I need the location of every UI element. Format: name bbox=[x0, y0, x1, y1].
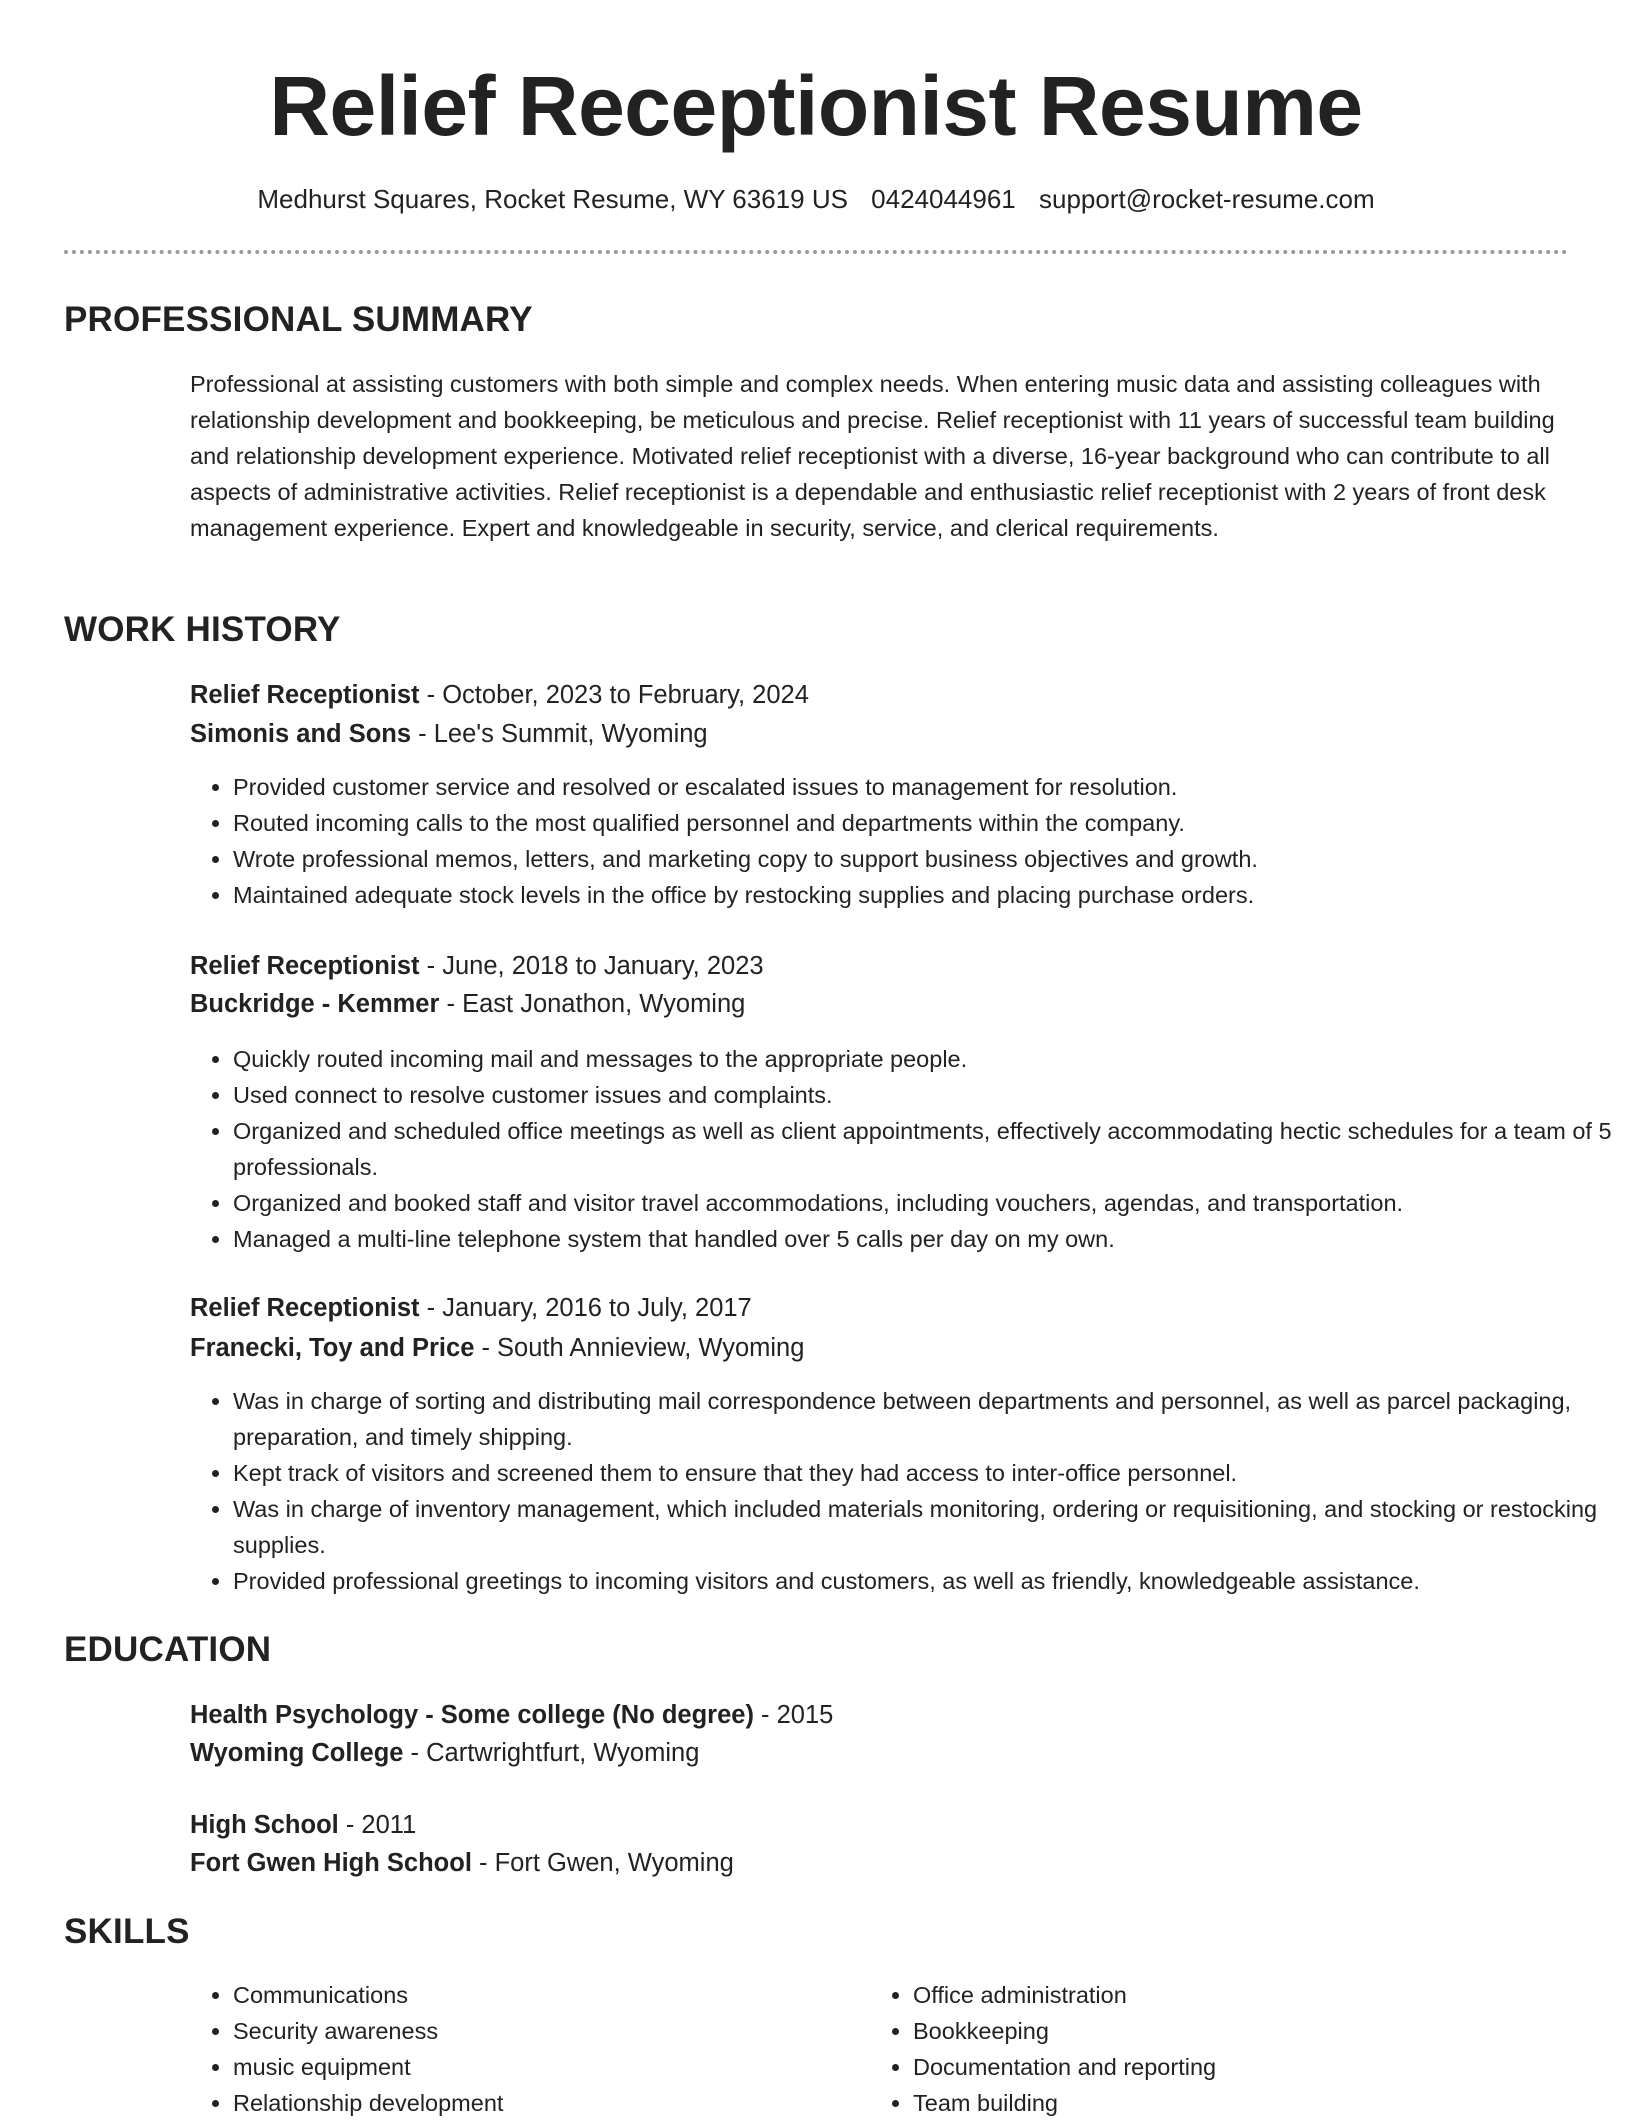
job-3-location: - South Annieview, Wyoming bbox=[474, 1334, 805, 1362]
contact-email: support@rocket-resume.com bbox=[1039, 184, 1375, 214]
education-1-year: - 2015 bbox=[753, 1701, 834, 1729]
job-3-bullets bbox=[190, 1383, 1623, 1599]
job-2-title-line bbox=[190, 948, 764, 984]
section-heading-summary: PROFESSIONAL SUMMARY bbox=[64, 300, 533, 339]
education-2-school-line bbox=[190, 1845, 734, 1881]
contact-address: Medhurst Squares, Rocket Resume, WY 63619 US bbox=[257, 184, 848, 214]
education-2-year: - 2011 bbox=[338, 1811, 417, 1839]
education-2-degree-line bbox=[190, 1807, 416, 1843]
list-item: • Security awareness bbox=[233, 2013, 833, 2049]
list-item: • Documentation and reporting bbox=[913, 2049, 1513, 2085]
list-item: • Quickly routed incoming mail and messages to the appropriate people. bbox=[233, 1041, 1623, 1077]
list-item: • Wrote professional memos, letters, and marketing copy to support business objectives and growth. bbox=[233, 841, 1623, 877]
list-item: • Organized and scheduled office meetings as well as client appointments, effectively accommodating hectic schedules for a team of 5 professionals. bbox=[233, 1113, 1623, 1185]
summary-text: Professional at assisting customers with both simple and complex needs. When entering music data and assisting colleagues with relationship development and bookkeeping, be meticulous and precise. Relief receptionist with 11 years of successful team building and relationship development experience. Motivated relief receptionist with a diverse, 16-year background who can contribute to all aspects of administrative activities. Relief receptionist is a dependable and enthusiastic relief receptionist with 2 years of front desk management experience. Expert and knowledgeable in security, service, and clerical requirements. bbox=[190, 371, 1555, 541]
list-item: • Organized and booked staff and visitor travel accommodations, including vouchers, agendas, and transportation. bbox=[233, 1185, 1623, 1221]
job-3-title: Relief Receptionist bbox=[190, 1294, 420, 1322]
job-2-title: Relief Receptionist bbox=[190, 952, 420, 980]
list-item: • music equipment bbox=[233, 2049, 833, 2085]
job-1-company-line bbox=[190, 716, 708, 752]
job-2-company-line bbox=[190, 986, 745, 1022]
job-1-title-line bbox=[190, 677, 809, 713]
job-1-dates: - October, 2023 to February, 2024 bbox=[419, 681, 809, 709]
education-1-location: - Cartwrightfurt, Wyoming bbox=[403, 1739, 700, 1767]
job-1-company: Simonis and Sons bbox=[190, 720, 412, 748]
header-divider bbox=[64, 250, 1568, 254]
list-item: • Used connect to resolve customer issues and complaints. bbox=[233, 1077, 1623, 1113]
job-3-dates: - January, 2016 to July, 2017 bbox=[419, 1294, 752, 1322]
job-2-location: - East Jonathon, Wyoming bbox=[439, 990, 746, 1018]
education-2-school: Fort Gwen High School bbox=[190, 1849, 472, 1877]
list-item: • Provided customer service and resolved or escalated issues to management for resolution. bbox=[233, 769, 1623, 805]
education-1-school: Wyoming College bbox=[190, 1739, 404, 1767]
contact-line bbox=[0, 182, 1632, 216]
job-3-title-line bbox=[190, 1290, 752, 1326]
list-item: • Bookkeeping bbox=[913, 2013, 1513, 2049]
job-3-company: Franecki, Toy and Price bbox=[190, 1334, 475, 1362]
skills-list-left bbox=[190, 1977, 833, 2121]
job-2-bullets bbox=[190, 1041, 1623, 1257]
job-2-dates: - June, 2018 to January, 2023 bbox=[419, 952, 764, 980]
list-item: • Communications bbox=[233, 1977, 833, 2013]
list-item: • Managed a multi-line telephone system that handled over 5 calls per day on my own. bbox=[233, 1221, 1623, 1257]
contact-phone: 0424044961 bbox=[871, 184, 1016, 214]
education-1-degree-line bbox=[190, 1697, 833, 1733]
list-item: • Was in charge of inventory management, which included materials monitoring, ordering or requisitioning, and stocking or restocking supplies. bbox=[233, 1491, 1623, 1563]
education-2-degree: High School bbox=[190, 1811, 339, 1839]
education-1-school-line bbox=[190, 1735, 699, 1771]
section-heading-skills: SKILLS bbox=[64, 1912, 190, 1951]
skills-list-right bbox=[870, 1977, 1513, 2121]
list-item: • Routed incoming calls to the most qualified personnel and departments within the company. bbox=[233, 805, 1623, 841]
education-2-location: - Fort Gwen, Wyoming bbox=[471, 1849, 734, 1877]
job-3-company-line bbox=[190, 1330, 804, 1366]
list-item: • Was in charge of sorting and distributing mail correspondence between departments and personnel, as well as parcel packaging, preparation, and timely shipping. bbox=[233, 1383, 1623, 1455]
list-item: • Team building bbox=[913, 2085, 1513, 2121]
job-2-company: Buckridge - Kemmer bbox=[190, 990, 440, 1018]
list-item: • Kept track of visitors and screened them to ensure that they had access to inter-office personnel. bbox=[233, 1455, 1623, 1491]
resume-title: Relief Receptionist Resume bbox=[269, 59, 1363, 153]
list-item: • Office administration bbox=[913, 1977, 1513, 2013]
list-item: • Provided professional greetings to incoming visitors and customers, as well as friendly, knowledgeable assistance. bbox=[233, 1563, 1623, 1599]
job-1-location: - Lee's Summit, Wyoming bbox=[411, 720, 708, 748]
list-item: • Relationship development bbox=[233, 2085, 833, 2121]
section-heading-work-history: WORK HISTORY bbox=[64, 610, 341, 649]
list-item: • Maintained adequate stock levels in the office by restocking supplies and placing purchase orders. bbox=[233, 877, 1623, 913]
education-1-degree: Health Psychology - Some college (No degree) bbox=[190, 1701, 754, 1729]
job-1-title: Relief Receptionist bbox=[190, 681, 420, 709]
section-heading-education: EDUCATION bbox=[64, 1630, 272, 1669]
job-1-bullets bbox=[190, 769, 1623, 913]
